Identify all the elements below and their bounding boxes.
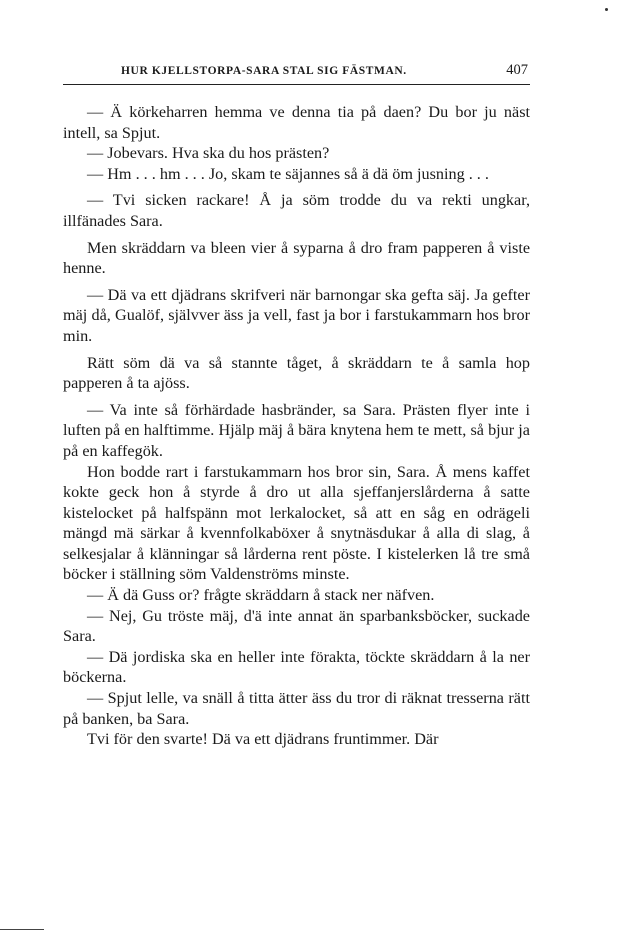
paragraph-14: Tvi för den svarte! Dä va ett djädrans fruntimmer. Där <box>87 730 439 749</box>
paragraph-10: — Ä dä Guss or? frågte skräddarn å stack ner näfven. <box>87 586 435 605</box>
scan-edge-line <box>0 929 44 930</box>
paragraph-4: — Tvi sicken rackare! Å ja söm trodde du va rekti ungkar, illfänades Sara. <box>63 191 530 230</box>
page-header <box>63 58 530 85</box>
page-body <box>63 102 530 750</box>
paragraph-7: Rätt söm dä va så stannte tåget, å skräddarn te å samla hop papperen å ta ajöss. <box>63 353 530 393</box>
paragraph-11: — Nej, Gu tröste mäj, d'ä inte annat än sparbanksböcker, suckade Sara. <box>63 606 530 646</box>
paragraph-1: — Ä körkeharren hemma ve denna tia på daen? Du bor ju näst intell, sa Spjut. <box>63 103 530 142</box>
paragraph-2: — Jobevars. Hva ska du hos prästen? <box>87 144 330 163</box>
paragraph-5: Men skräddarn va bleen vier å syparna å dro fram papperen å viste henne. <box>63 238 530 278</box>
paragraph-6: — Dä va ett djädrans skrifveri när barnongar ska gefta säj. Ja gefter mäj då, Gualöf, självver äss ja vell, fast ja bor i farstukammarn hos bror min. <box>63 285 530 345</box>
paragraph-8: — Va inte så förhärdade hasbränder, sa Sara. Prästen flyer inte i luften på en halftimme. Hjälp mäj å bära knytena hem te mett, så bjur ja på en kaffegök. <box>63 400 530 460</box>
paragraph-12: — Dä jordiska ska en heller inte förakta, töckte skräddarn å la ner böckerna. <box>63 647 530 687</box>
paragraph-13: — Spjut lelle, va snäll å titta ätter äss du tror di räknat tresserna rätt på banken, ba Sara. <box>63 689 530 728</box>
paragraph-9: Hon bodde rart i farstukammarn hos bror sin, Sara. Å mens kaffet kokte geck hon å styrde å dro ut alla sjeffanjerslårderna å satte kistelocket på halfspänn mot lerkalocket, så att en såg en odrägeli mängd mä särkar å kvennfolkaböxer å snytnäsdukar å alla di slag, å selkesjalar å klänningar så lårderna rent pöste. I kistelerken lå tre små böcker i ställning söm Valdenströms minste. <box>63 462 530 584</box>
scan-speck <box>605 8 608 11</box>
paragraph-3: — Hm . . . hm . . . Jo, skam te säjannes så ä dä öm jusning . . . <box>87 164 489 183</box>
book-page <box>63 58 530 750</box>
running-title: HUR KJELLSTORPA-SARA STAL SIG FÄSTMAN. <box>121 65 407 77</box>
page-number: 407 <box>506 62 528 78</box>
